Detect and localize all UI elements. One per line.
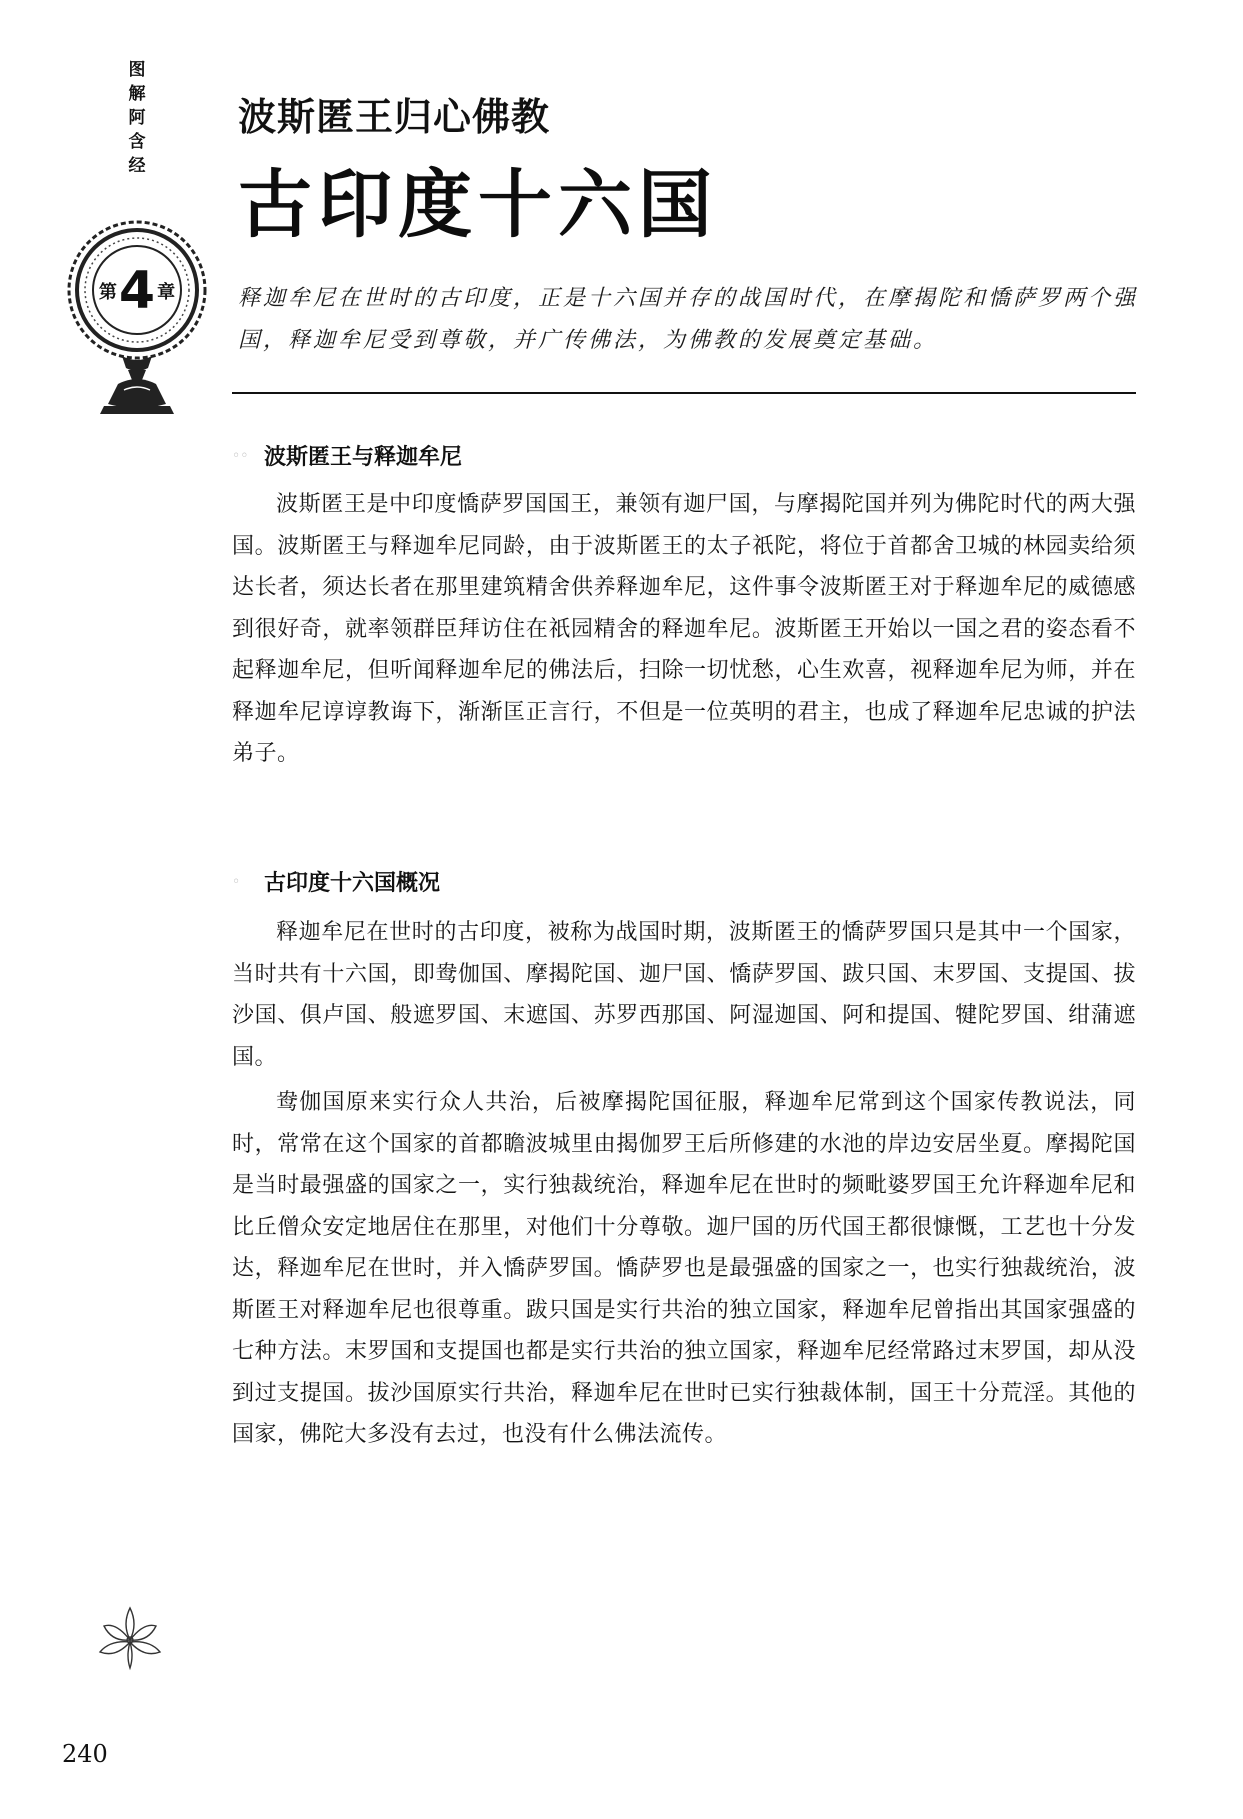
book-title-vertical [122, 58, 152, 178]
book-title-char: 含 [128, 132, 146, 152]
book-title-char: 解 [128, 84, 146, 104]
section-heading [232, 440, 462, 471]
chapter-suffix: 章 [157, 282, 176, 303]
bullet-mark-icon: ◦◦ [232, 447, 249, 464]
section-heading [232, 866, 440, 897]
chapter-number-label [62, 261, 212, 321]
book-title-char: 经 [128, 156, 146, 176]
book-title-char: 阿 [128, 108, 146, 128]
book-title-char: 图 [128, 60, 146, 80]
intro-text: 释迦牟尼在世时的古印度，正是十六国并存的战国时代，在摩揭陀和憍萨罗两个强国，释迦牟尼受到尊敬，并广传佛法，为佛教的发展奠定基础。 [238, 286, 1139, 353]
paragraph: 波斯匿王是中印度憍萨罗国国王，兼领有迦尸国，与摩揭陀国并列为佛陀时代的两大强国。波斯匿王与释迦牟尼同龄，由于波斯匿王的太子祇陀，将位于首都舍卫城的林园卖给须达长者，须达长者在那里建筑精舍供养释迦牟尼，这件事令波斯匿王对于释迦牟尼的威德感到很好奇，就率领群臣拜访住在祇园精舍的释迦牟尼。波斯匿王开始以一国之君的姿态看不起释迦牟尼，但听闻释迦牟尼的佛法后，扫除一切忧愁，心生欢喜，视释迦牟尼为师，并在释迦牟尼谆谆教诲下，渐渐匡正言行，不但是一位英明的君主，也成了释迦牟尼忠诚的护法弟子。 [232, 492, 1136, 766]
chapter-prefix: 第 [98, 282, 117, 303]
paragraph: 释迦牟尼在世时的古印度，被称为战国时期，波斯匿王的憍萨罗国只是其中一个国家，当时共有十六国，即鸯伽国、摩揭陀国、迦尸国、憍萨罗国、跋只国、末罗国、支提国、拔沙国、俱卢国、般遮罗国、末遮国、苏罗西那国、阿湿迦国、阿和提国、犍陀罗国、绀蒲遮国。 [232, 920, 1136, 1070]
paragraph: 鸯伽国原来实行众人共治，后被摩揭陀国征服，释迦牟尼常到这个国家传教说法，同时，常常在这个国家的首都瞻波城里由揭伽罗王后所修建的水池的岸边安居坐夏。摩揭陀国是当时最强盛的国家之一，实行独裁统治，释迦牟尼在世时的频毗婆罗国王允许释迦牟尼和比丘僧众安定地居住在那里，对他们十分尊敬。迦尸国的历代国王都很慷慨，工艺也十分发达，释迦牟尼在世时，并入憍萨罗国。憍萨罗也是最强盛的国家之一，也实行独裁统治，波斯匿王对释迦牟尼也很尊重。跋只国是实行共治的独立国家，释迦牟尼曾指出其国家强盛的七种方法。末罗国和支提国也都是实行共治的独立国家，释迦牟尼经常路过末罗国，却从没到过支提国。拔沙国原实行共治，释迦牟尼在世时已实行独裁体制，国王十分荒淫。其他的国家，佛陀大多没有去过，也没有什么佛法流传。 [232, 1090, 1136, 1447]
page-subtitle: 波斯匿王归心佛教 [238, 94, 551, 139]
chapter-number: 4 [118, 261, 156, 321]
lotus-icon [90, 1596, 170, 1676]
section-heading-text: 波斯匿王与释迦牟尼 [264, 445, 463, 470]
page-title: 古印度十六国 [238, 162, 718, 248]
chapter-medallion [62, 208, 212, 418]
section-heading-text: 古印度十六国概况 [264, 871, 441, 896]
page-number: 240 [62, 1740, 108, 1768]
bullet-mark-icon: ◦ [232, 873, 241, 890]
divider [232, 392, 1136, 394]
